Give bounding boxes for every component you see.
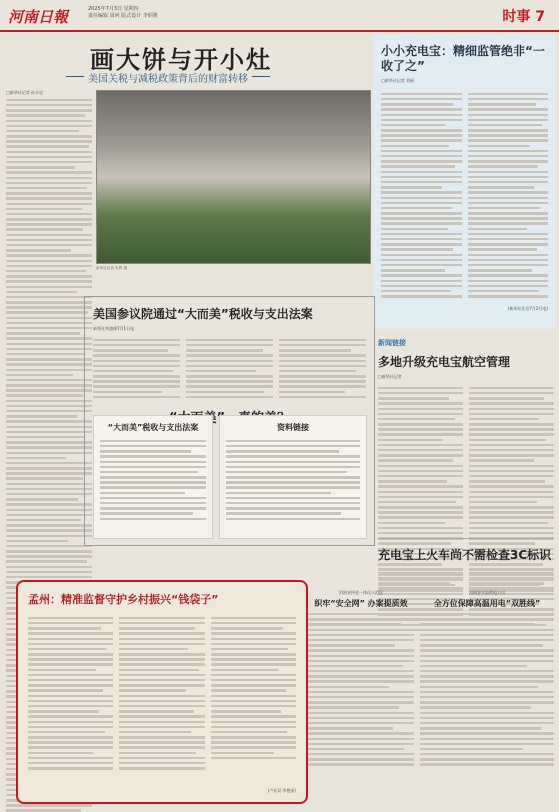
bottom-mid-kicker: 消防宣传进一体化示范区	[339, 590, 383, 595]
senate-story-frame	[84, 296, 375, 546]
senate-byline: 新华社华盛顿7月1日电	[93, 326, 135, 331]
senate-headline: 美国参议院通过“大而美”税收与支出法案	[93, 307, 313, 321]
masthead	[0, 0, 559, 32]
qa-box-title: “大而美”税收与支出法案	[107, 423, 199, 432]
qa-box-right	[219, 415, 367, 539]
lead-photo	[96, 90, 371, 264]
newspaper-logo: 河南日報	[8, 8, 69, 26]
page-section-title: 时事 7	[502, 9, 545, 25]
bottom-right-kicker: 国网安丰县供电公司	[469, 590, 505, 595]
editor-line: 责任编辑 周珂 版式设计 李炳骏	[88, 13, 158, 19]
lead-subheadline: 美国关税与减税政策背后的财富转移	[88, 70, 248, 85]
market-headline: 多地升级充电宝航空管理	[378, 355, 511, 369]
lead-byline: □新华社记者 孙丰岩	[6, 90, 44, 95]
mengzhou-feature	[16, 580, 308, 804]
lead-photo-caption: 新华社记者 朱辉 摄	[96, 266, 128, 270]
sidebar-headline: 小小充电宝：精细监管绝非“一收了之”	[381, 44, 545, 73]
sidebar-byline: □新华社记者 刘硕	[381, 78, 415, 83]
mengzhou-headline: 孟州：精准监督守护乡村振兴“钱袋子”	[28, 593, 219, 606]
mengzhou-footer: (卢亚双 李艳丽)	[267, 788, 296, 793]
issue-date: 2025年7月3日 星期四	[88, 6, 139, 12]
train-headline: 充电宝上火车尚不需检查3C标识	[378, 548, 552, 562]
news-link-tag: 新闻链接	[378, 339, 406, 347]
qa-box-left	[93, 415, 213, 539]
bottom-right-headline: 全方位保障高温用电“双胜线”	[433, 599, 541, 608]
bottom-mid-headline: 织牢“安全网” 办案提质效	[314, 599, 408, 608]
market-byline: □新华社记者	[378, 374, 402, 379]
lead-headline: 画大饼与开小灶	[90, 45, 272, 74]
sidebar-footer: (新华社北京7月2日电)	[507, 306, 548, 312]
sidebar-story	[373, 34, 556, 329]
qa-link-title: 资料链接	[277, 423, 309, 432]
